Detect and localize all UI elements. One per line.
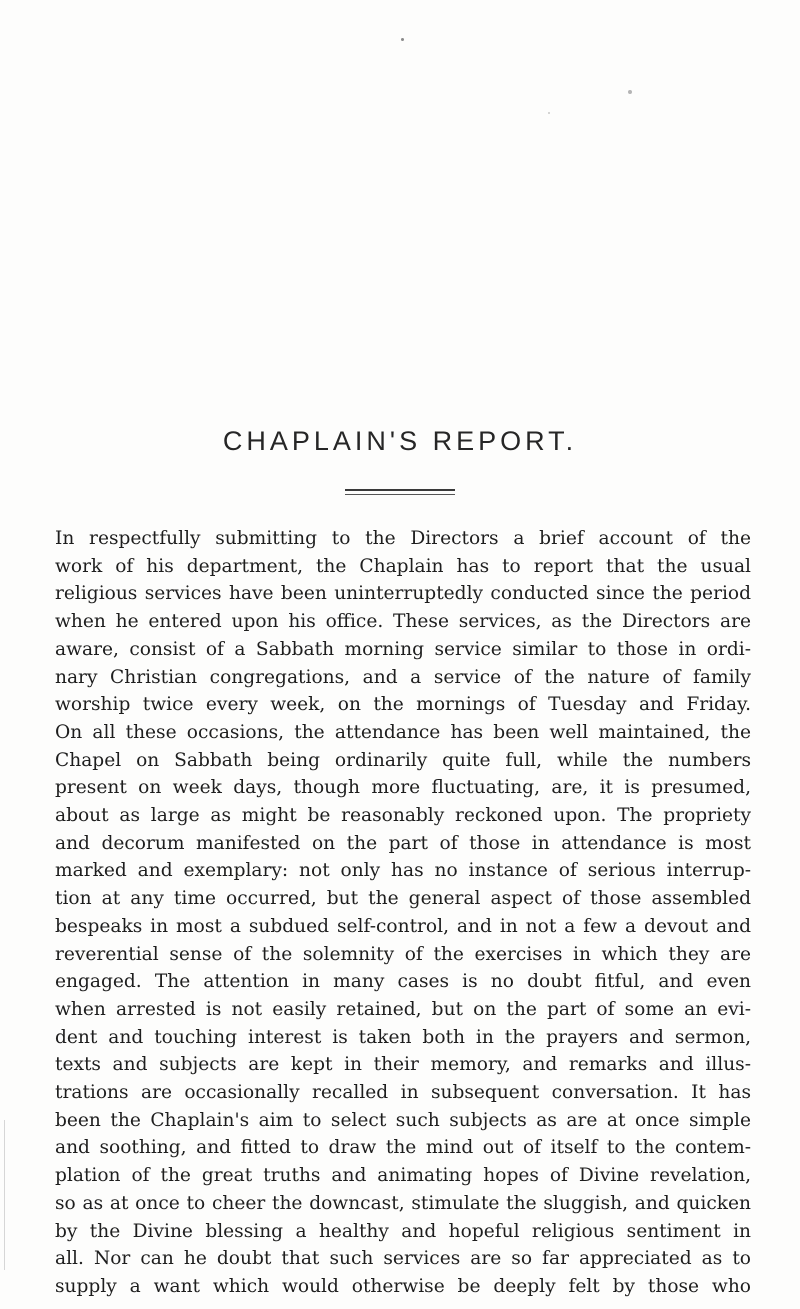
print-speck — [628, 90, 632, 94]
body-line: Chapel on Sabbath being ordinarily quite full, while the numbers — [55, 749, 751, 771]
body-line: supply a want which would otherwise be deeply felt by those who — [55, 1275, 751, 1297]
body-line: In respectfully submitting to the Directors a brief account of the — [55, 528, 751, 549]
body-line: texts and subjects are kept in their memory, and remarks and illus- — [55, 1054, 751, 1076]
body-line: and soothing, and fitted to draw the mind out of itself to the contem- — [55, 1137, 751, 1159]
body-line: by the Divine blessing a healthy and hopeful religious sentiment in — [55, 1220, 751, 1242]
body-line: present on week days, though more fluctuating, are, it is presumed, — [55, 777, 751, 799]
body-line: trations are occasionally recalled in subsequent conversation. It has — [55, 1082, 751, 1104]
body-line: plation of the great truths and animating hopes of Divine revelation, — [55, 1165, 751, 1187]
report-body — [55, 525, 751, 1301]
heading-rule-thick — [345, 489, 455, 491]
page-edge-shadow — [4, 1120, 5, 1270]
body-line: all. Nor can he doubt that such services are so far appreciated as to — [55, 1248, 751, 1270]
body-line: reverential sense of the solemnity of the exercises in which they are — [55, 943, 751, 965]
print-speck — [401, 38, 404, 41]
body-line: On all these occasions, the attendance has been well maintained, the — [55, 721, 751, 743]
body-line: and decorum manifested on the part of those in attendance is most — [55, 832, 751, 854]
body-line: marked and exemplary: not only has no instance of serious interrup- — [55, 860, 751, 882]
heading-rule-thin — [345, 494, 455, 495]
body-line: dent and touching interest is taken both in the prayers and sermon, — [55, 1026, 751, 1048]
body-line: when he entered upon his office. These services, as the Directors are — [55, 611, 751, 633]
body-line: tion at any time occurred, but the general aspect of those assembled — [55, 888, 751, 910]
body-line: bespeaks in most a subdued self-control, and in not a few a devout and — [55, 915, 751, 937]
body-line: worship twice every week, on the mornings of Tuesday and Friday. — [55, 694, 751, 716]
body-line: work of his department, the Chaplain has to report that the usual — [55, 555, 751, 577]
body-line: so as at once to cheer the downcast, stimulate the sluggish, and quicken — [55, 1192, 751, 1214]
print-speck — [548, 112, 550, 114]
body-line: engaged. The attention in many cases is no doubt fitful, and even — [55, 971, 751, 993]
body-line: nary Christian congregations, and a service of the nature of family — [55, 666, 751, 688]
body-line: religious services have been uninterruptedly conducted since the period — [55, 583, 751, 605]
body-line: about as large as might be reasonably reckoned upon. The propriety — [55, 805, 751, 827]
report-heading: CHAPLAIN'S REPORT. — [222, 426, 578, 456]
body-line: been the Chaplain's aim to select such subjects as are at once simple — [55, 1109, 751, 1131]
body-line: when arrested is not easily retained, but on the part of some an evi- — [55, 998, 751, 1020]
body-line: aware, consist of a Sabbath morning service similar to those in ordi- — [55, 638, 751, 660]
